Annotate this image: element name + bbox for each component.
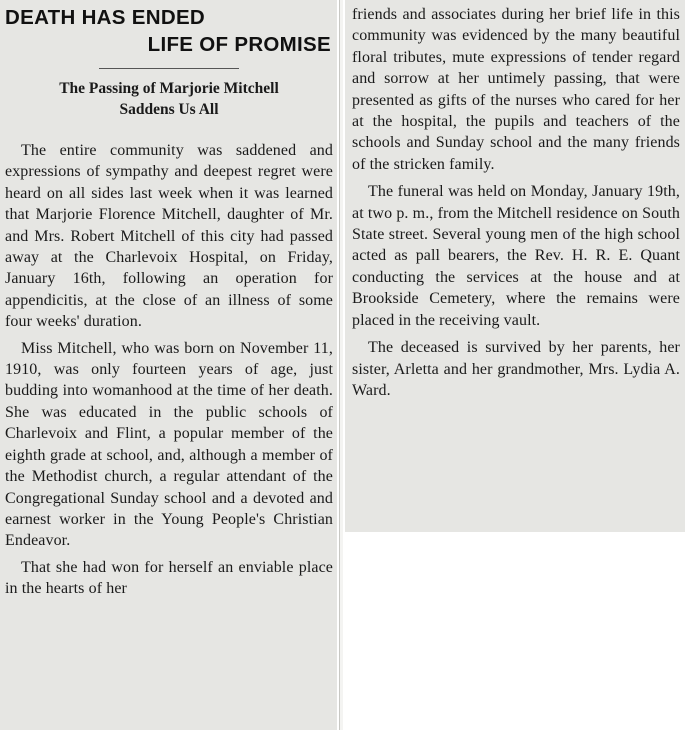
paragraph: That she had won for herself an enviable place in the hearts of her	[5, 558, 333, 598]
headline-line-1: DEATH HAS ENDED	[5, 6, 206, 29]
subhead-line-1: The Passing of Marjorie Mitchell	[59, 80, 279, 97]
headline-rule	[99, 68, 239, 69]
paragraph: The entire community was saddened and expressions of sympathy and deepest regret were heard on all sides last week when it was learned that Marjorie Florence Mitchell, daughter of Mr. and Mrs. Robert Mitchell of this city had passed away at the Charlevoix Hospital, on Friday, January 16th, following an operation for appendicitis, at the close of an illness of some four weeks' duration.	[5, 142, 333, 331]
subhead-line-2: Saddens Us All	[119, 101, 219, 118]
headline	[5, 4, 333, 58]
paragraph: Miss Mitchell, who was born on November 11, 1910, was only fourteen years of age, just budding into womanhood at the time of her death. She was educated in the public schools of Charlevoix and Flint, a popular member of the eighth grade at school, and, although a member of the Methodist church, a regular attendant of the Congregational Sunday school and a devoted and earnest worker in the Young People's Christian Endeavor.	[5, 339, 333, 550]
column-divider	[339, 0, 343, 730]
headline-line-2: LIFE OF PROMISE	[147, 33, 331, 56]
paragraph: The funeral was held on Monday, January 19th, at two p. m., from the Mitchell residence on South State street. Several young men of the high school acted as pall bearers, the Rev. H. R. E. Quant conducting the services at the house and at Brookside Cemetery, where the remains were placed in the receiving vault.	[352, 183, 680, 329]
paragraph-continued: friends and associates during her brief life in this community was evidenced by the many beautiful floral tributes, mute expressions of tender regard and sorrow at her untimely passing, that were presented as gifts of the nurses who cared for her at the hospital, the pupils and teachers of the schools and Sunday school and the many friends of the stricken family.	[352, 6, 680, 173]
paragraph: The deceased is survived by her parents, her sister, Arletta and her grandmother, Mrs. Lydia A. Ward.	[352, 339, 680, 399]
left-column	[0, 0, 337, 730]
right-column	[345, 0, 685, 532]
article-body-right	[352, 4, 680, 401]
article-body-left	[5, 140, 333, 600]
subheadline	[7, 78, 331, 120]
